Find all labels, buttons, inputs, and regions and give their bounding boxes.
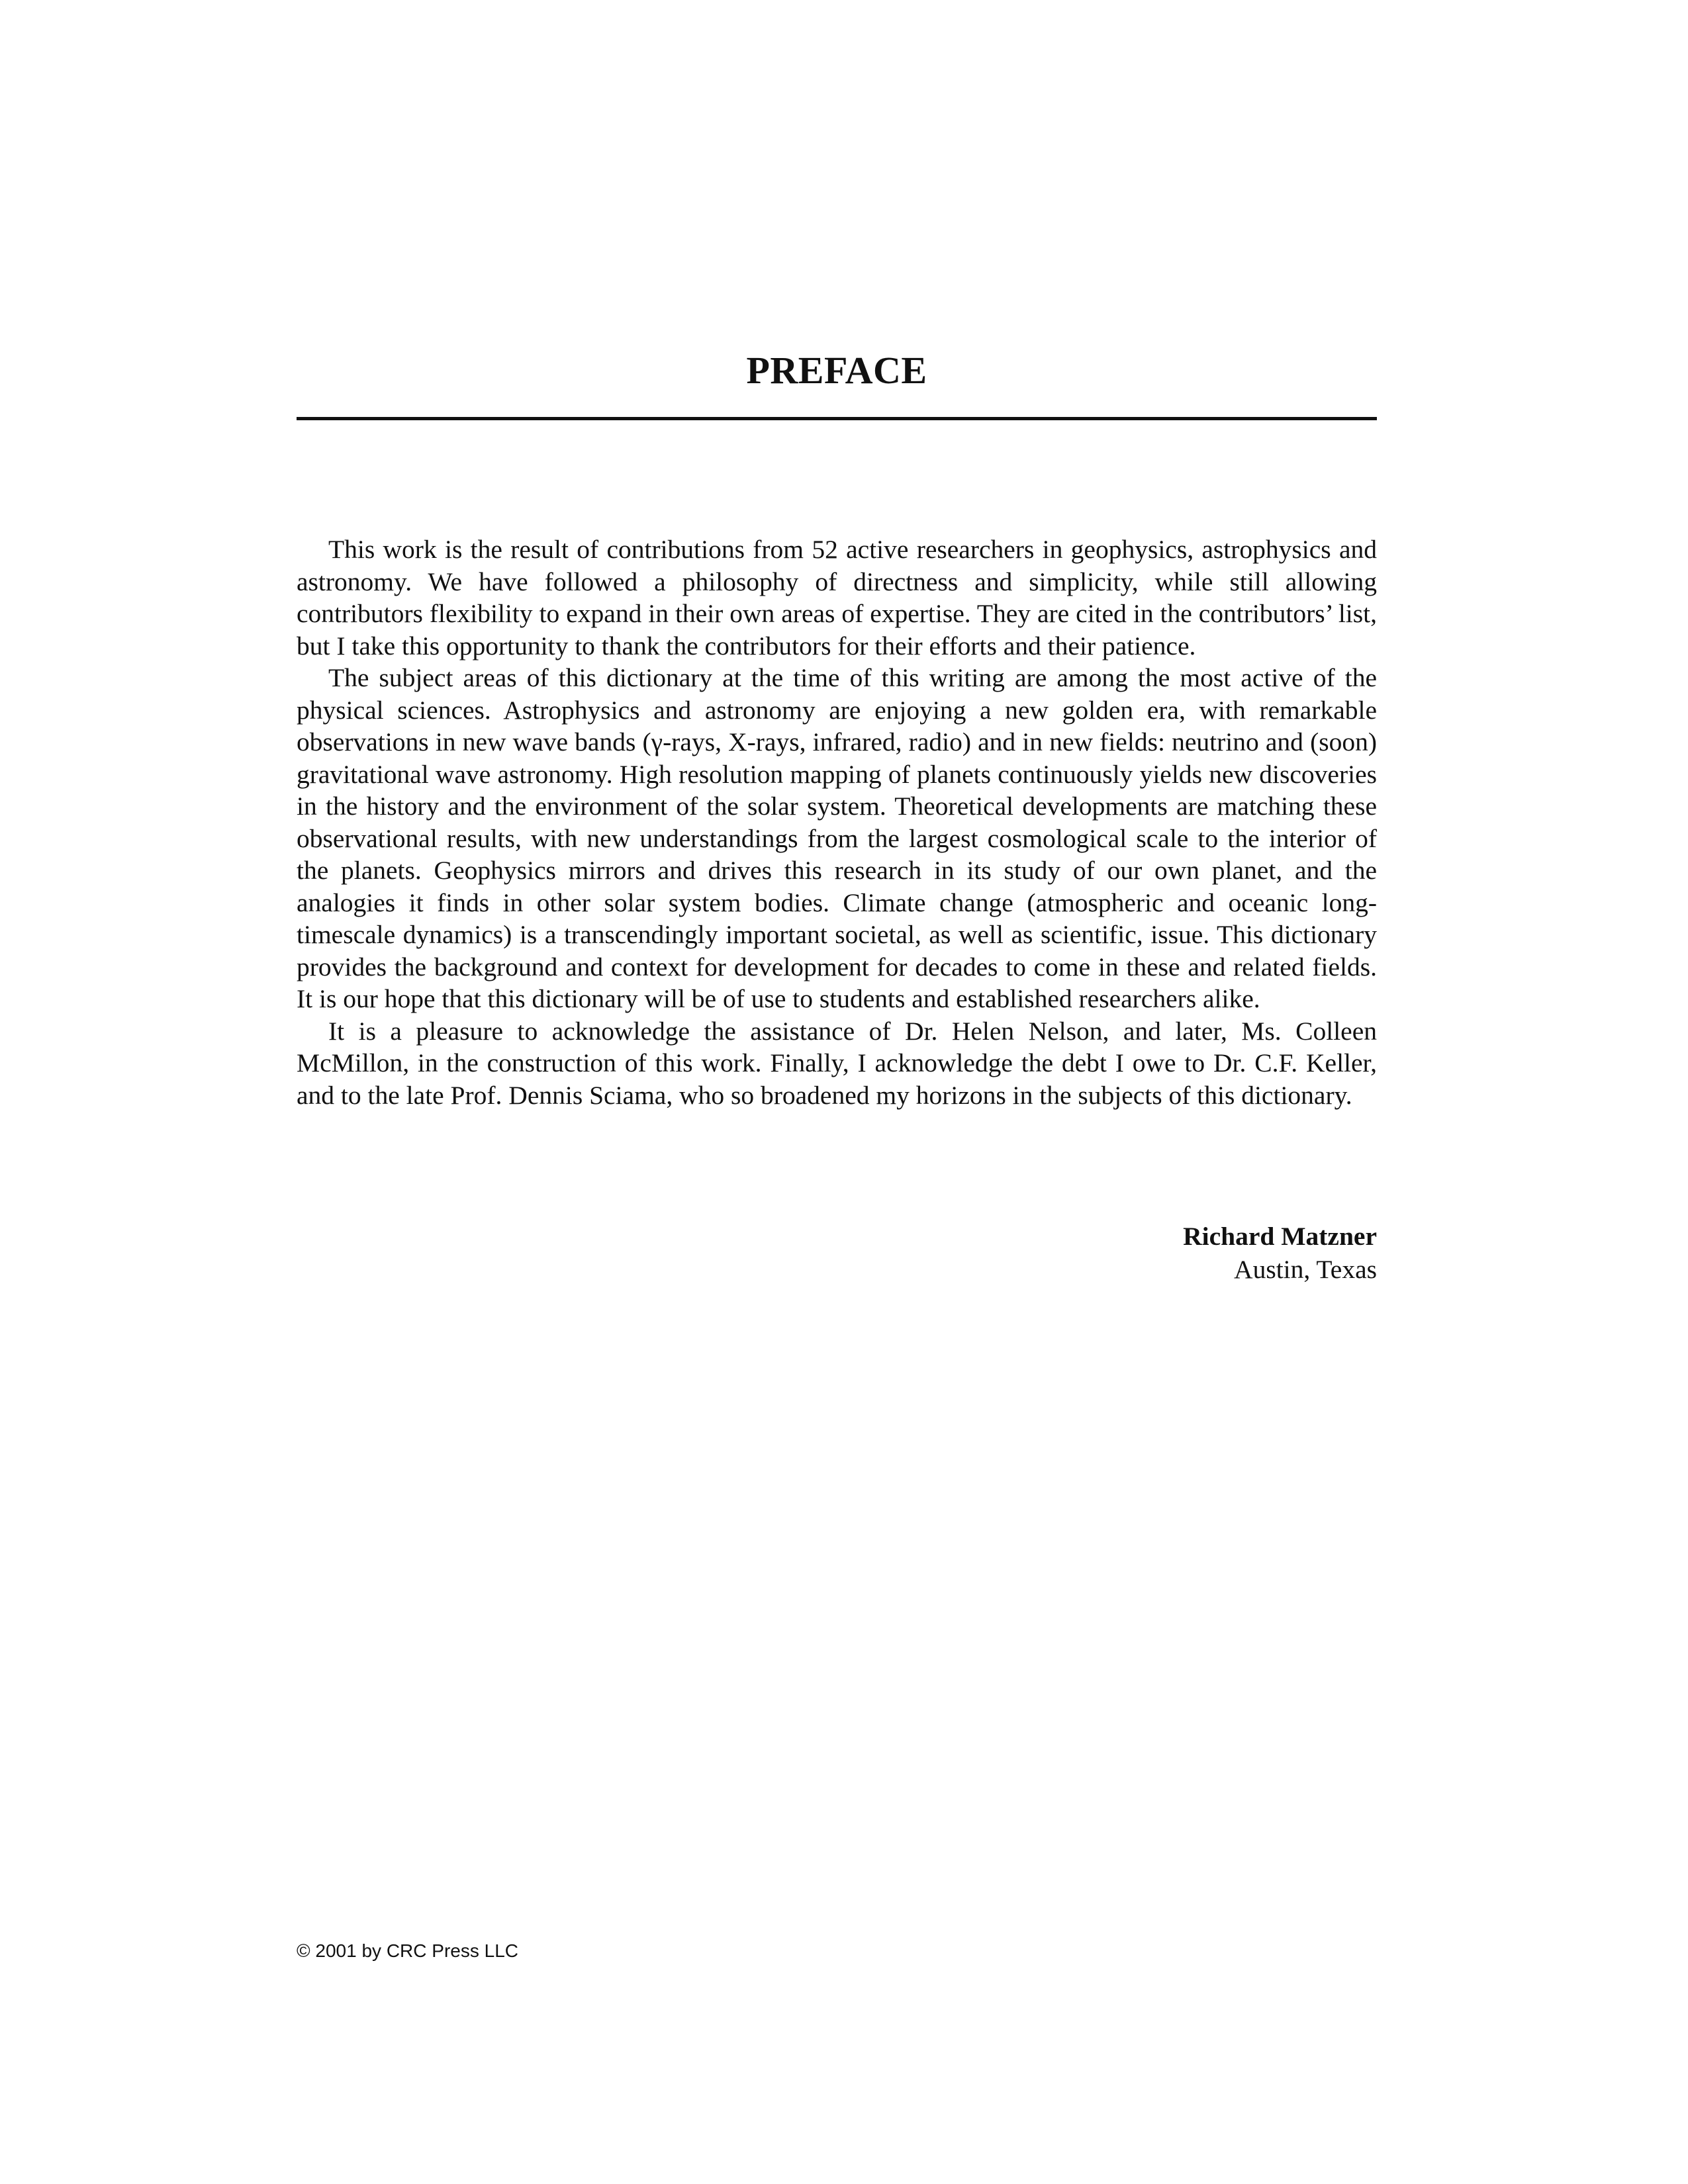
title-rule: [297, 417, 1377, 420]
paragraph-acknowledgements: It is a pleasure to acknowledge the assistance of Dr. Helen Nelson, and later, Ms. Colleen McMillon, in the construction of this work. Finally, I acknowledge the debt I owe to Dr. C.F. Keller, and to the late Prof. Dennis Sciama, who so broadened my horizons in the subjects of this dictionary.: [297, 1016, 1377, 1110]
paragraph-contributors: This work is the result of contributions from 52 active researchers in geophysics, astrophysics and astronomy. We have followed a philosophy of directness and simplicity, while still allowing contributors flexibility to expand in their own areas of expertise. They are cited in the contributors’ list, but I take this opportunity to thank the contributors for their efforts and their patience.: [297, 535, 1377, 660]
author-location: Austin, Texas: [1234, 1255, 1377, 1284]
page-title: PREFACE: [746, 349, 927, 392]
copyright-notice: © 2001 by CRC Press LLC: [297, 1940, 518, 1961]
author-name: Richard Matzner: [1183, 1222, 1377, 1251]
signature-block: [297, 1220, 1377, 1286]
paragraph-subject-areas: The subject areas of this dictionary at the time of this writing are among the most active of the physical sciences. Astrophysics and astronomy are enjoying a new golden era, with remarkable observations in new wave bands (γ-rays, X-rays, infrared, radio) and in new fields: neutrino and (soon) gravitational wave astronomy. High resolution mapping of planets continuously yields new discoveries in the history and the environment of the solar system. Theoretical developments are matching these observational results, with new understandings from the largest cosmological scale to the interior of the planets. Geophysics mirrors and drives this research in its study of our own planet, and the analogies it finds in other solar system bodies. Climate change (atmospheric and oceanic long-timescale dynamics) is a transcendingly important societal, as well as scientific, issue. This dictionary provides the background and context for development for decades to come in these and related fields. It is our hope that this dictionary will be of use to students and established researchers alike.: [297, 663, 1377, 1013]
preface-body: [297, 533, 1377, 1111]
